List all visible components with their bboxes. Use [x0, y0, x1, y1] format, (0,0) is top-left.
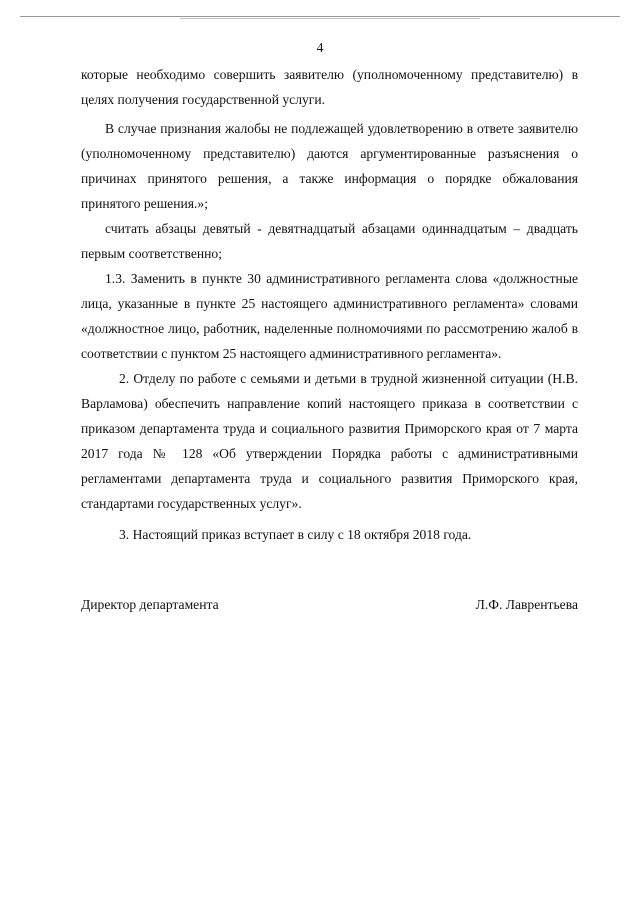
document-body [81, 62, 578, 547]
paragraph-item-3: 3. Настоящий приказ вступает в силу с 18 октября 2018 года. [119, 527, 472, 542]
signatory-position: Директор департамента [81, 597, 219, 612]
paragraph-continuation: которые необходимо совершить заявителю (уполномоченному представителю) в целях получения государственной услуги. [81, 67, 578, 107]
paragraph-item-1-3: 1.3. Заменить в пункте 30 административного регламента слова «должностные лица, указанные в пункте 25 настоящего административного регламента» словами «должностное лицо, работник, наделенные полномочиями по рассмотрению жалоб в соответствии с пунктом 25 настоящего административного регламента». [81, 271, 578, 361]
signatory-name: Л.Ф. Лаврентьева [475, 597, 578, 612]
page-number: 4 [316, 40, 324, 55]
paragraph-complaint-rejection: В случае признания жалобы не подлежащей удовлетворению в ответе заявителю (уполномоченному представителю) даются аргументированные разъяснения о причинах принятого решения, а также информация о порядке обжалования принятого решения.»; [81, 121, 578, 211]
paragraph-renumbering: считать абзацы девятый - девятнадцатый абзацами одиннадцатым – двадцать первым соответственно; [81, 221, 578, 261]
signature-block [81, 594, 578, 616]
scan-edge-line [20, 16, 620, 17]
paragraph-item-2: 2. Отделу по работе с семьями и детьми в трудной жизненной ситуации (Н.В. Варламова) обеспечить направление копий настоящего приказа в соответствии с приказом департамента труда и социального развития Приморского края от 7 марта 2017 года № 128 «Об утверждении Порядка работы с административными регламентами департамента труда и социального развития Приморского края, стандартами государственных услуг». [81, 371, 578, 511]
scan-edge-line [180, 18, 480, 19]
